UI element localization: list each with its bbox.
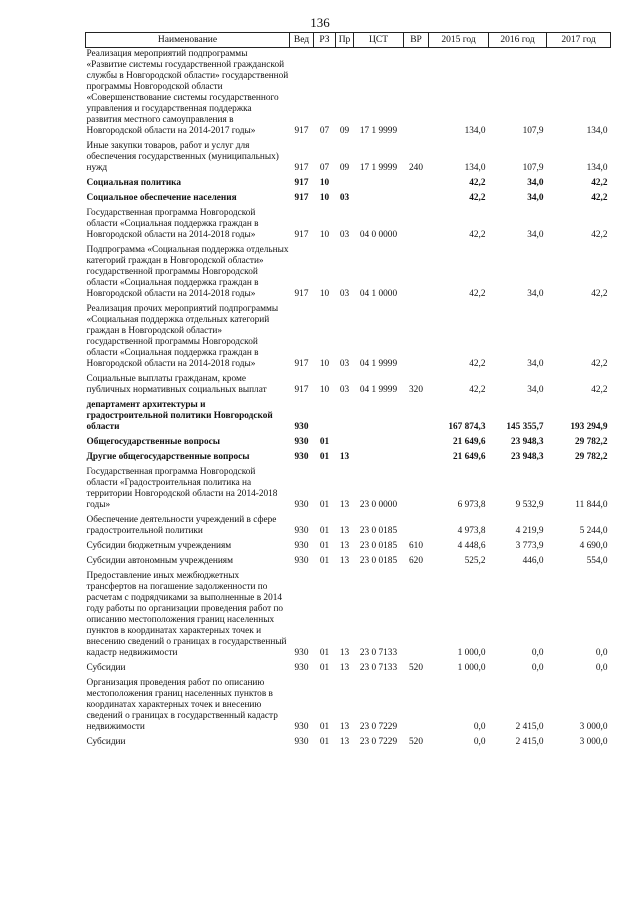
cell-2016: 145 355,7: [506, 422, 544, 432]
cell-2015: 6 973,8: [457, 500, 486, 510]
cell-2015: 42,2: [469, 289, 486, 299]
table-row: [86, 736, 611, 751]
cell-name: Реализация прочих мероприятий подпрограммы «Социальная поддержка отдельных категорий граждан в Новгородской области» государственной программы Новгородской области «Социальная поддержка граждан в Новгородской области на 2014-2018 годы»: [86, 304, 279, 369]
cell-2016: 0,0: [531, 663, 544, 673]
cell-pr: 13: [339, 452, 350, 462]
header-cst: ЦСТ: [354, 33, 404, 48]
cell-rz: 01: [319, 556, 330, 566]
cell-2015: 525,2: [464, 556, 486, 566]
table-row: [86, 570, 611, 662]
table-row: [86, 399, 611, 436]
cell-rz: 10: [319, 359, 330, 369]
cell-vr: 620: [409, 556, 423, 566]
cell-pr: 13: [339, 648, 350, 658]
cell-2017: 11 844,0: [575, 500, 608, 510]
cell-2016: 107,9: [522, 163, 544, 173]
cell-2016: 34,0: [527, 385, 544, 395]
cell-2017: 3 000,0: [579, 737, 608, 747]
cell-vr: 320: [409, 385, 423, 395]
cell-name: Социальные выплаты гражданам, кроме публичных нормативных социальных выплат: [86, 374, 267, 395]
cell-rz: 07: [319, 163, 330, 173]
cell-2016: 107,9: [522, 126, 544, 136]
cell-name: Социальное обеспечение населения: [86, 193, 237, 203]
cell-2015: 1 000,0: [457, 648, 486, 658]
cell-rz: 01: [319, 500, 330, 510]
cell-pr: 13: [339, 500, 350, 510]
cell-cst: 23 0 7133: [359, 663, 398, 673]
header-ved: Вед: [290, 33, 314, 48]
cell-2016: 0,0: [531, 648, 544, 658]
table-row: [86, 48, 611, 141]
cell-name: Организация проведения работ по описанию местоположения границ населенных пунктов в координатах характерных точек и внесению сведений о границах в государственный кадастр недвижимости: [86, 678, 278, 732]
table-row: [86, 140, 611, 177]
budget-table: [85, 32, 611, 751]
cell-rz: 01: [319, 722, 330, 732]
cell-2017: 0,0: [595, 648, 608, 658]
cell-name: Иные закупки товаров, работ и услуг для обеспечения государственных (муниципальных) нужд: [86, 141, 279, 173]
cell-pr: 03: [339, 359, 350, 369]
cell-cst: 23 0 7229: [359, 737, 398, 747]
cell-vr: [404, 244, 429, 303]
cell-ved: 930: [294, 422, 309, 432]
cell-2017: 42,2: [591, 359, 608, 369]
table-row: [86, 662, 611, 677]
cell-2016: 2 415,0: [515, 737, 544, 747]
cell-2016: 34,0: [527, 359, 544, 369]
cell-ved: 930: [294, 648, 309, 658]
cell-cst: 17 1 9999: [359, 126, 398, 136]
cell-cst: 23 0 0185: [359, 541, 398, 551]
cell-cst: 23 0 0000: [359, 500, 398, 510]
cell-cst: [354, 399, 404, 436]
cell-2016: 446,0: [522, 556, 544, 566]
cell-ved: 930: [294, 437, 309, 447]
cell-pr: 03: [339, 193, 350, 203]
cell-ved: 930: [294, 663, 309, 673]
cell-name: Обеспечение деятельности учреждений в сфере градостроительной политики: [86, 515, 277, 536]
cell-cst: 23 0 7133: [359, 648, 398, 658]
page-number: 136: [310, 15, 330, 30]
cell-2015: 0,0: [473, 737, 486, 747]
cell-vr: [404, 207, 429, 244]
cell-pr: 13: [339, 737, 350, 747]
cell-cst: 23 0 7229: [359, 722, 398, 732]
cell-2017: 3 000,0: [579, 722, 608, 732]
cell-2015: 42,2: [469, 230, 486, 240]
cell-pr: [336, 177, 354, 192]
cell-name: Субсидии: [86, 737, 126, 747]
table-row: [86, 451, 611, 466]
cell-2017: 29 782,2: [574, 437, 608, 447]
header-2016: 2016 год: [489, 33, 547, 48]
cell-2016: 23 948,3: [510, 452, 544, 462]
cell-vr: [404, 466, 429, 514]
cell-2015: 42,2: [469, 193, 486, 203]
cell-pr: 13: [339, 541, 350, 551]
cell-vr: 610: [409, 541, 423, 551]
cell-ved: 930: [294, 526, 309, 536]
cell-2016: 2 415,0: [515, 722, 544, 732]
cell-vr: [404, 514, 429, 540]
cell-cst: [354, 451, 404, 466]
cell-2015: 21 649,6: [452, 437, 486, 447]
cell-vr: [404, 451, 429, 466]
cell-name: Государственная программа Новгородской области «Градостроительная политика на территории Новгородской области на 2014-2018 годы»: [86, 467, 278, 510]
cell-rz: 10: [319, 289, 330, 299]
cell-2016: 34,0: [527, 193, 544, 203]
cell-rz: 10: [319, 230, 330, 240]
cell-cst: 04 1 0000: [359, 289, 398, 299]
cell-ved: 930: [294, 737, 309, 747]
cell-2017: 554,0: [586, 556, 608, 566]
cell-2015: 42,2: [469, 178, 486, 188]
cell-2016: 34,0: [527, 289, 544, 299]
header-rz: РЗ: [314, 33, 336, 48]
table-row: [86, 207, 611, 244]
cell-2015: 167 874,3: [448, 422, 486, 432]
cell-2017: 4 690,0: [579, 541, 608, 551]
cell-rz: 10: [319, 178, 330, 188]
cell-rz: [314, 399, 336, 436]
cell-name: Другие общегосударственные вопросы: [86, 452, 250, 462]
cell-pr: 13: [339, 663, 350, 673]
cell-cst: 04 1 9999: [359, 385, 398, 395]
cell-ved: 930: [294, 541, 309, 551]
cell-ved: 917: [294, 178, 309, 188]
cell-2017: 134,0: [586, 126, 608, 136]
cell-name: Субсидии: [86, 663, 126, 673]
cell-pr: 03: [339, 230, 350, 240]
cell-2016: 9 532,9: [515, 500, 544, 510]
cell-2015: 134,0: [464, 126, 486, 136]
cell-name: департамент архитектуры и градостроительной политики Новгородской области: [86, 400, 273, 432]
cell-2017: 29 782,2: [574, 452, 608, 462]
table-row: [86, 466, 611, 514]
header-2017: 2017 год: [547, 33, 611, 48]
cell-vr: 240: [409, 163, 423, 173]
cell-cst: [354, 436, 404, 451]
cell-rz: 01: [319, 663, 330, 673]
cell-pr: 09: [339, 126, 350, 136]
cell-2015: 42,2: [469, 359, 486, 369]
cell-2017: 42,2: [591, 178, 608, 188]
cell-2015: 1 000,0: [457, 663, 486, 673]
header-2015: 2015 год: [429, 33, 489, 48]
cell-2017: 193 294,9: [570, 422, 608, 432]
cell-ved: 930: [294, 722, 309, 732]
cell-ved: 917: [294, 359, 309, 369]
cell-pr: [336, 436, 354, 451]
cell-name: Субсидии автономным учреждениям: [86, 556, 233, 566]
cell-vr: [404, 48, 429, 141]
cell-2017: 42,2: [591, 289, 608, 299]
cell-cst: [354, 192, 404, 207]
cell-ved: 917: [294, 193, 309, 203]
table-row: [86, 177, 611, 192]
cell-cst: 04 1 9999: [359, 359, 398, 369]
table-row: [86, 373, 611, 399]
cell-ved: 930: [294, 452, 309, 462]
cell-vr: [404, 303, 429, 373]
cell-pr: [336, 399, 354, 436]
cell-cst: 04 0 0000: [359, 230, 398, 240]
cell-rz: 10: [319, 193, 330, 203]
cell-cst: 23 0 0185: [359, 526, 398, 536]
cell-ved: 917: [294, 163, 309, 173]
cell-2015: 21 649,6: [452, 452, 486, 462]
cell-2017: 0,0: [595, 663, 608, 673]
cell-pr: 13: [339, 556, 350, 566]
cell-vr: [404, 570, 429, 662]
cell-vr: [404, 677, 429, 736]
table-row: [86, 514, 611, 540]
header-name: Наименование: [86, 33, 290, 48]
cell-name: Государственная программа Новгородской области «Социальная поддержка граждан в Новгородской области на 2014-2018 годы»: [86, 208, 259, 240]
table-row: [86, 540, 611, 555]
cell-vr: [404, 192, 429, 207]
cell-ved: 917: [294, 289, 309, 299]
cell-rz: 01: [319, 437, 330, 447]
table-row: [86, 303, 611, 373]
cell-pr: 03: [339, 289, 350, 299]
cell-name: Субсидии бюджетным учреждениям: [86, 541, 232, 551]
cell-ved: 930: [294, 500, 309, 510]
cell-2015: 134,0: [464, 163, 486, 173]
cell-vr: [404, 177, 429, 192]
cell-cst: 17 1 9999: [359, 163, 398, 173]
cell-2015: 4 448,6: [457, 541, 486, 551]
cell-pr: 03: [339, 385, 350, 395]
header-vr: ВР: [404, 33, 429, 48]
cell-rz: 10: [319, 385, 330, 395]
cell-cst: 23 0 0185: [359, 556, 398, 566]
cell-name: Предоставление иных межбюджетных трансфертов на погашение задолженности по расчетам с подрядчиками за выполненные в 2014 году работы по организации проведения работ по описанию местоположения границ населенных пунктов в координатах характерных точек и внесению сведений о границах в государственный кадастр недвижимости: [86, 571, 287, 658]
cell-name: Социальная политика: [86, 178, 182, 188]
cell-rz: 01: [319, 526, 330, 536]
cell-ved: 917: [294, 385, 309, 395]
cell-rz: 01: [319, 648, 330, 658]
header-pr: Пр: [336, 33, 354, 48]
table-header-row: [86, 33, 611, 48]
table-row: [86, 677, 611, 736]
cell-ved: 917: [294, 126, 309, 136]
cell-ved: 917: [294, 230, 309, 240]
cell-2015: 42,2: [469, 385, 486, 395]
table-row: [86, 555, 611, 570]
cell-pr: 09: [339, 163, 350, 173]
cell-2015: 0,0: [473, 722, 486, 732]
cell-vr: 520: [409, 737, 423, 747]
cell-rz: 01: [319, 541, 330, 551]
cell-name: Подпрограмма «Социальная поддержка отдельных категорий граждан в Новгородской области» государственной программы Новгородской области «Социальная поддержка граждан в Новгородской области на 2014-2018 годы»: [86, 245, 289, 299]
cell-cst: [354, 177, 404, 192]
cell-rz: 07: [319, 126, 330, 136]
cell-ved: 930: [294, 556, 309, 566]
cell-2015: 4 973,8: [457, 526, 486, 536]
cell-rz: 01: [319, 737, 330, 747]
cell-name: Общегосударственные вопросы: [86, 437, 221, 447]
cell-vr: [404, 436, 429, 451]
cell-2016: 34,0: [527, 230, 544, 240]
cell-pr: 13: [339, 526, 350, 536]
cell-vr: [404, 399, 429, 436]
cell-name: Реализация мероприятий подпрограммы «Развитие системы государственной гражданской службы в Новгородской области» государственной программы Новгородской области «Совершенствование системы государственного управления и государственная поддержка развития местного самоуправления в Новгородской области на 2014-2017 годы»: [86, 49, 289, 136]
cell-2016: 4 219,9: [515, 526, 544, 536]
cell-2016: 34,0: [527, 178, 544, 188]
cell-2016: 23 948,3: [510, 437, 544, 447]
cell-rz: 01: [319, 452, 330, 462]
cell-2017: 134,0: [586, 163, 608, 173]
table-row: [86, 436, 611, 451]
cell-vr: 520: [409, 663, 423, 673]
table-row: [86, 192, 611, 207]
cell-2017: 42,2: [591, 193, 608, 203]
cell-pr: 13: [339, 722, 350, 732]
cell-2017: 42,2: [591, 230, 608, 240]
cell-2017: 42,2: [591, 385, 608, 395]
cell-2016: 3 773,9: [515, 541, 544, 551]
table-row: [86, 244, 611, 303]
cell-2017: 5 244,0: [579, 526, 608, 536]
